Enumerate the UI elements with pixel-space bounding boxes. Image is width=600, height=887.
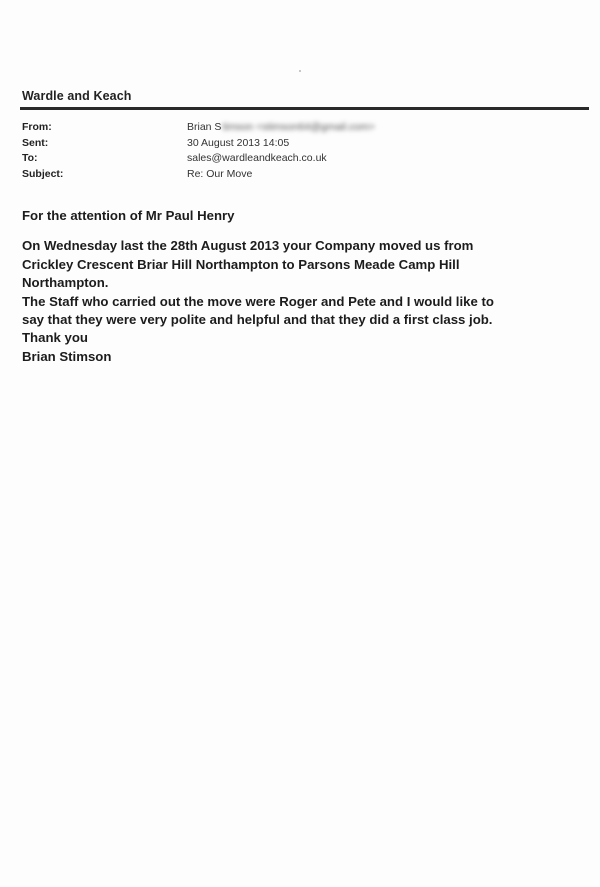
sent-value: 30 August 2013 14:05 <box>187 136 290 149</box>
signature-name: Brian Stimson <box>22 348 112 364</box>
organization-name: Wardle and Keach <box>22 89 132 103</box>
subject-label: Subject: <box>22 167 64 180</box>
message-line: The Staff who carried out the move were Roger and Pete and I would like to <box>22 293 494 309</box>
message-line: say that they were very polite and helpful and that they did a first class job. <box>22 312 493 328</box>
message-line: On Wednesday last the 28th August 2013 your Company moved us from <box>22 238 474 254</box>
message-body <box>22 207 582 366</box>
sent-label: Sent: <box>22 136 49 149</box>
from-obscured-address: timson <stimson64@gmail.com> <box>222 121 375 133</box>
from-value <box>187 120 375 136</box>
from-label: From: <box>22 121 52 133</box>
attention-line: For the attention of Mr Paul Henry <box>22 208 235 223</box>
message-line: Northampton. <box>22 275 109 291</box>
to-label: To: <box>22 152 38 164</box>
header-rule <box>20 107 589 110</box>
message-line: Crickley Crescent Briar Hill Northampton to Parsons Meade Camp Hill <box>22 256 460 272</box>
from-name: Brian S <box>187 121 222 133</box>
subject-value: Re: Our Move <box>187 167 253 180</box>
paper-speck <box>299 70 301 72</box>
to-value: sales@wardleandkeach.co.uk <box>187 152 327 164</box>
thanks-line: Thank you <box>22 330 88 346</box>
